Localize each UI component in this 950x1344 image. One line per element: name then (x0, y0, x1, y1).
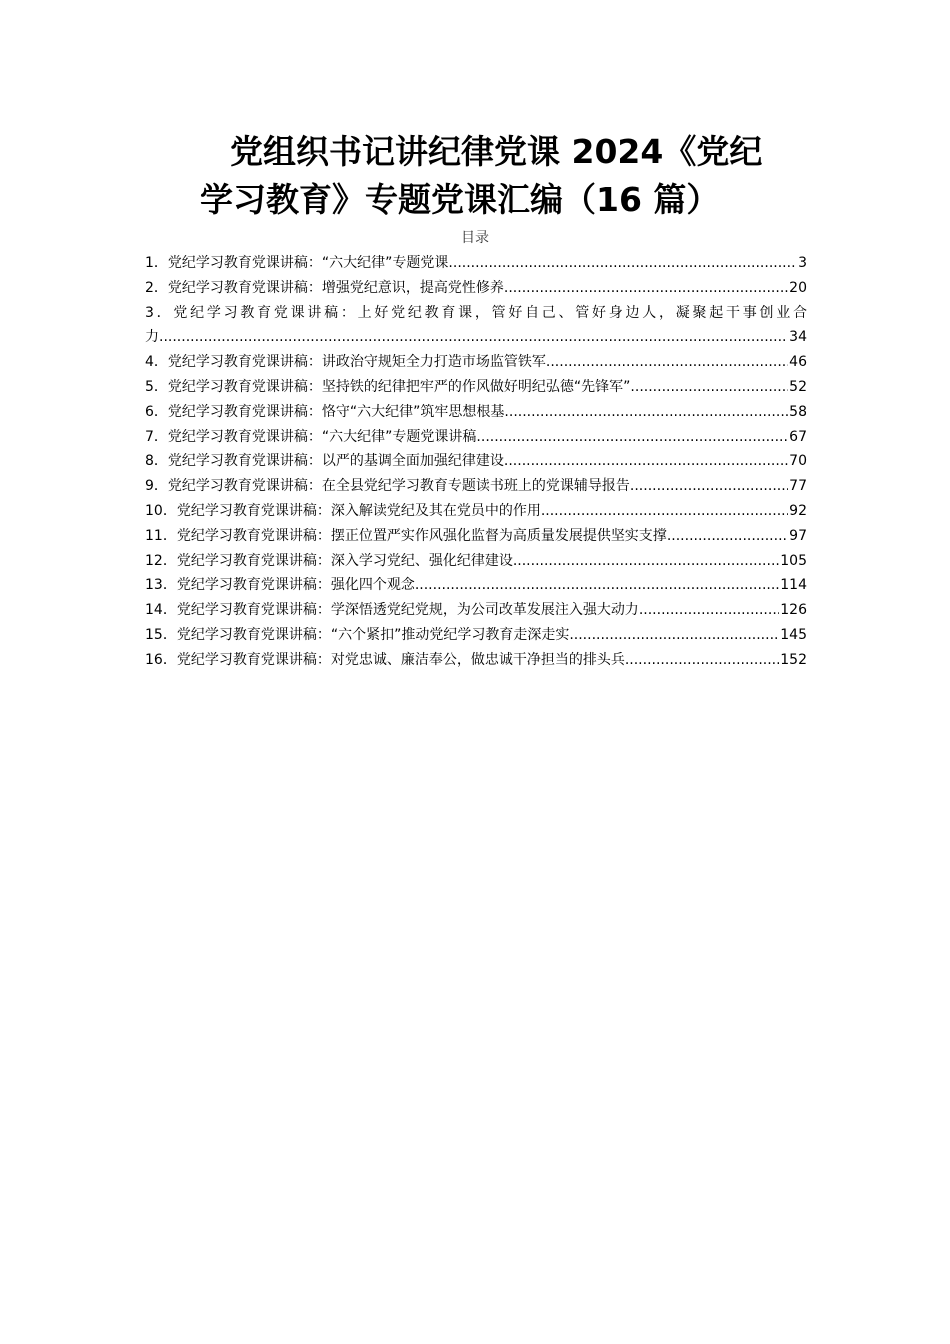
toc-leader-dots (504, 276, 788, 301)
toc-page-number: 70 (789, 453, 807, 470)
toc-page-number: 97 (789, 527, 807, 544)
toc-page-number: 77 (789, 478, 807, 495)
toc-page-number: 3 (798, 255, 807, 271)
toc-entry-label: 1．党纪学习教育党课讲稿：“六大纪律”专题党课 (145, 255, 449, 271)
toc-leader-dots (513, 549, 779, 574)
toc-page-number: 114 (780, 577, 807, 594)
toc-entry-label: 12．党纪学习教育党课讲稿：深入学习党纪、强化纪律建设 (145, 552, 513, 569)
toc-leader-dots (504, 400, 788, 425)
toc-page-number: 52 (789, 378, 807, 395)
toc-entry-label: 5．党纪学习教育党课讲稿：坚持铁的纪律把牢严的作风做好明纪弘德“先锋军” (145, 378, 631, 395)
toc-leader-dots (569, 623, 779, 648)
toc-entry-label: 14．党纪学习教育党课讲稿：学深悟透党纪党规，为公司改革发展注入强大动力 (145, 602, 639, 619)
toc-leader-dots (159, 325, 788, 350)
toc-leader-dots (415, 573, 779, 598)
toc-entry-label: 8．党纪学习教育党课讲稿：以严的基调全面加强纪律建设 (145, 453, 504, 470)
toc-entry-12[interactable] (145, 549, 807, 574)
toc-page-number: 145 (780, 626, 807, 643)
toc-entry-label: 6．党纪学习教育党课讲稿：恪守“六大纪律”筑牢思想根基 (145, 403, 505, 420)
toc-entry-16[interactable] (145, 648, 807, 673)
toc-leader-dots (476, 425, 788, 450)
document-title-line2: 学习教育》专题党课汇编（16 篇） (200, 180, 720, 219)
toc-entry-continuation (145, 325, 807, 350)
table-of-contents (145, 251, 807, 673)
toc-entry-15[interactable] (145, 623, 807, 648)
toc-entry-label: 11．党纪学习教育党课讲稿：摆正位置严实作风强化监督为高质量发展提供坚实支撑 (145, 527, 667, 544)
toc-entry-3[interactable] (145, 301, 807, 351)
toc-entry-9[interactable] (145, 474, 807, 499)
toc-entry-11[interactable] (145, 524, 807, 549)
toc-leader-dots (541, 499, 788, 524)
toc-page-number: 34 (789, 329, 807, 346)
toc-entry-13[interactable] (145, 573, 807, 598)
toc-entry-5[interactable] (145, 375, 807, 400)
toc-entry-2[interactable] (145, 276, 807, 301)
toc-leader-dots (625, 648, 779, 673)
toc-entry-8[interactable] (145, 449, 807, 474)
toc-page-number: 46 (789, 354, 807, 371)
toc-page-number: 152 (780, 651, 807, 668)
toc-entry-label: 10．党纪学习教育党课讲稿：深入解读党纪及其在党员中的作用 (145, 502, 541, 519)
toc-entry-label: 3．党纪学习教育党课讲稿：上好党纪教育课，管好自己、管好身边人，凝聚起干事创业合 (145, 304, 807, 321)
toc-page-number: 92 (789, 502, 807, 519)
toc-entry-label: 2．党纪学习教育党课讲稿：增强党纪意识，提高党性修养 (145, 279, 504, 296)
toc-leader-dots (504, 449, 788, 474)
toc-entry-label-continued: 力 (145, 329, 159, 346)
toc-entry-label: 4．党纪学习教育党课讲稿：讲政治守规矩全力打造市场监管铁军 (145, 354, 546, 371)
toc-leader-dots (630, 375, 788, 400)
toc-page-number: 20 (789, 279, 807, 296)
toc-leader-dots (546, 350, 788, 375)
toc-heading: 目录 (461, 230, 489, 246)
toc-leader-dots (630, 474, 788, 499)
toc-entry-4[interactable] (145, 350, 807, 375)
toc-leader-dots (448, 251, 797, 276)
toc-entry-14[interactable] (145, 598, 807, 623)
toc-entry-10[interactable] (145, 499, 807, 524)
toc-leader-dots (667, 524, 788, 549)
toc-entry-label: 15．党纪学习教育党课讲稿：“六个紧扣”推动党纪学习教育走深走实 (145, 626, 570, 643)
toc-page-number: 105 (780, 552, 807, 569)
toc-entry-label: 13．党纪学习教育党课讲稿：强化四个观念 (145, 577, 415, 594)
toc-entry-6[interactable] (145, 400, 807, 425)
toc-entry-label: 16．党纪学习教育党课讲稿：对党忠诚、廉洁奉公，做忠诚干净担当的排头兵 (145, 651, 625, 668)
toc-page-number: 126 (780, 602, 807, 619)
toc-leader-dots (639, 598, 779, 623)
toc-entry-1[interactable] (145, 251, 807, 276)
toc-entry-label: 9．党纪学习教育党课讲稿：在全县党纪学习教育专题读书班上的党课辅导报告 (145, 478, 630, 495)
toc-entry-label: 7．党纪学习教育党课讲稿：“六大纪律”专题党课讲稿 (145, 428, 477, 445)
toc-entry-7[interactable] (145, 425, 807, 450)
document-title-line1: 党组织书记讲纪律党课 2024《党纪 (230, 132, 763, 171)
toc-page-number: 58 (789, 403, 807, 420)
toc-page-number: 67 (789, 428, 807, 445)
document-title (180, 128, 820, 224)
